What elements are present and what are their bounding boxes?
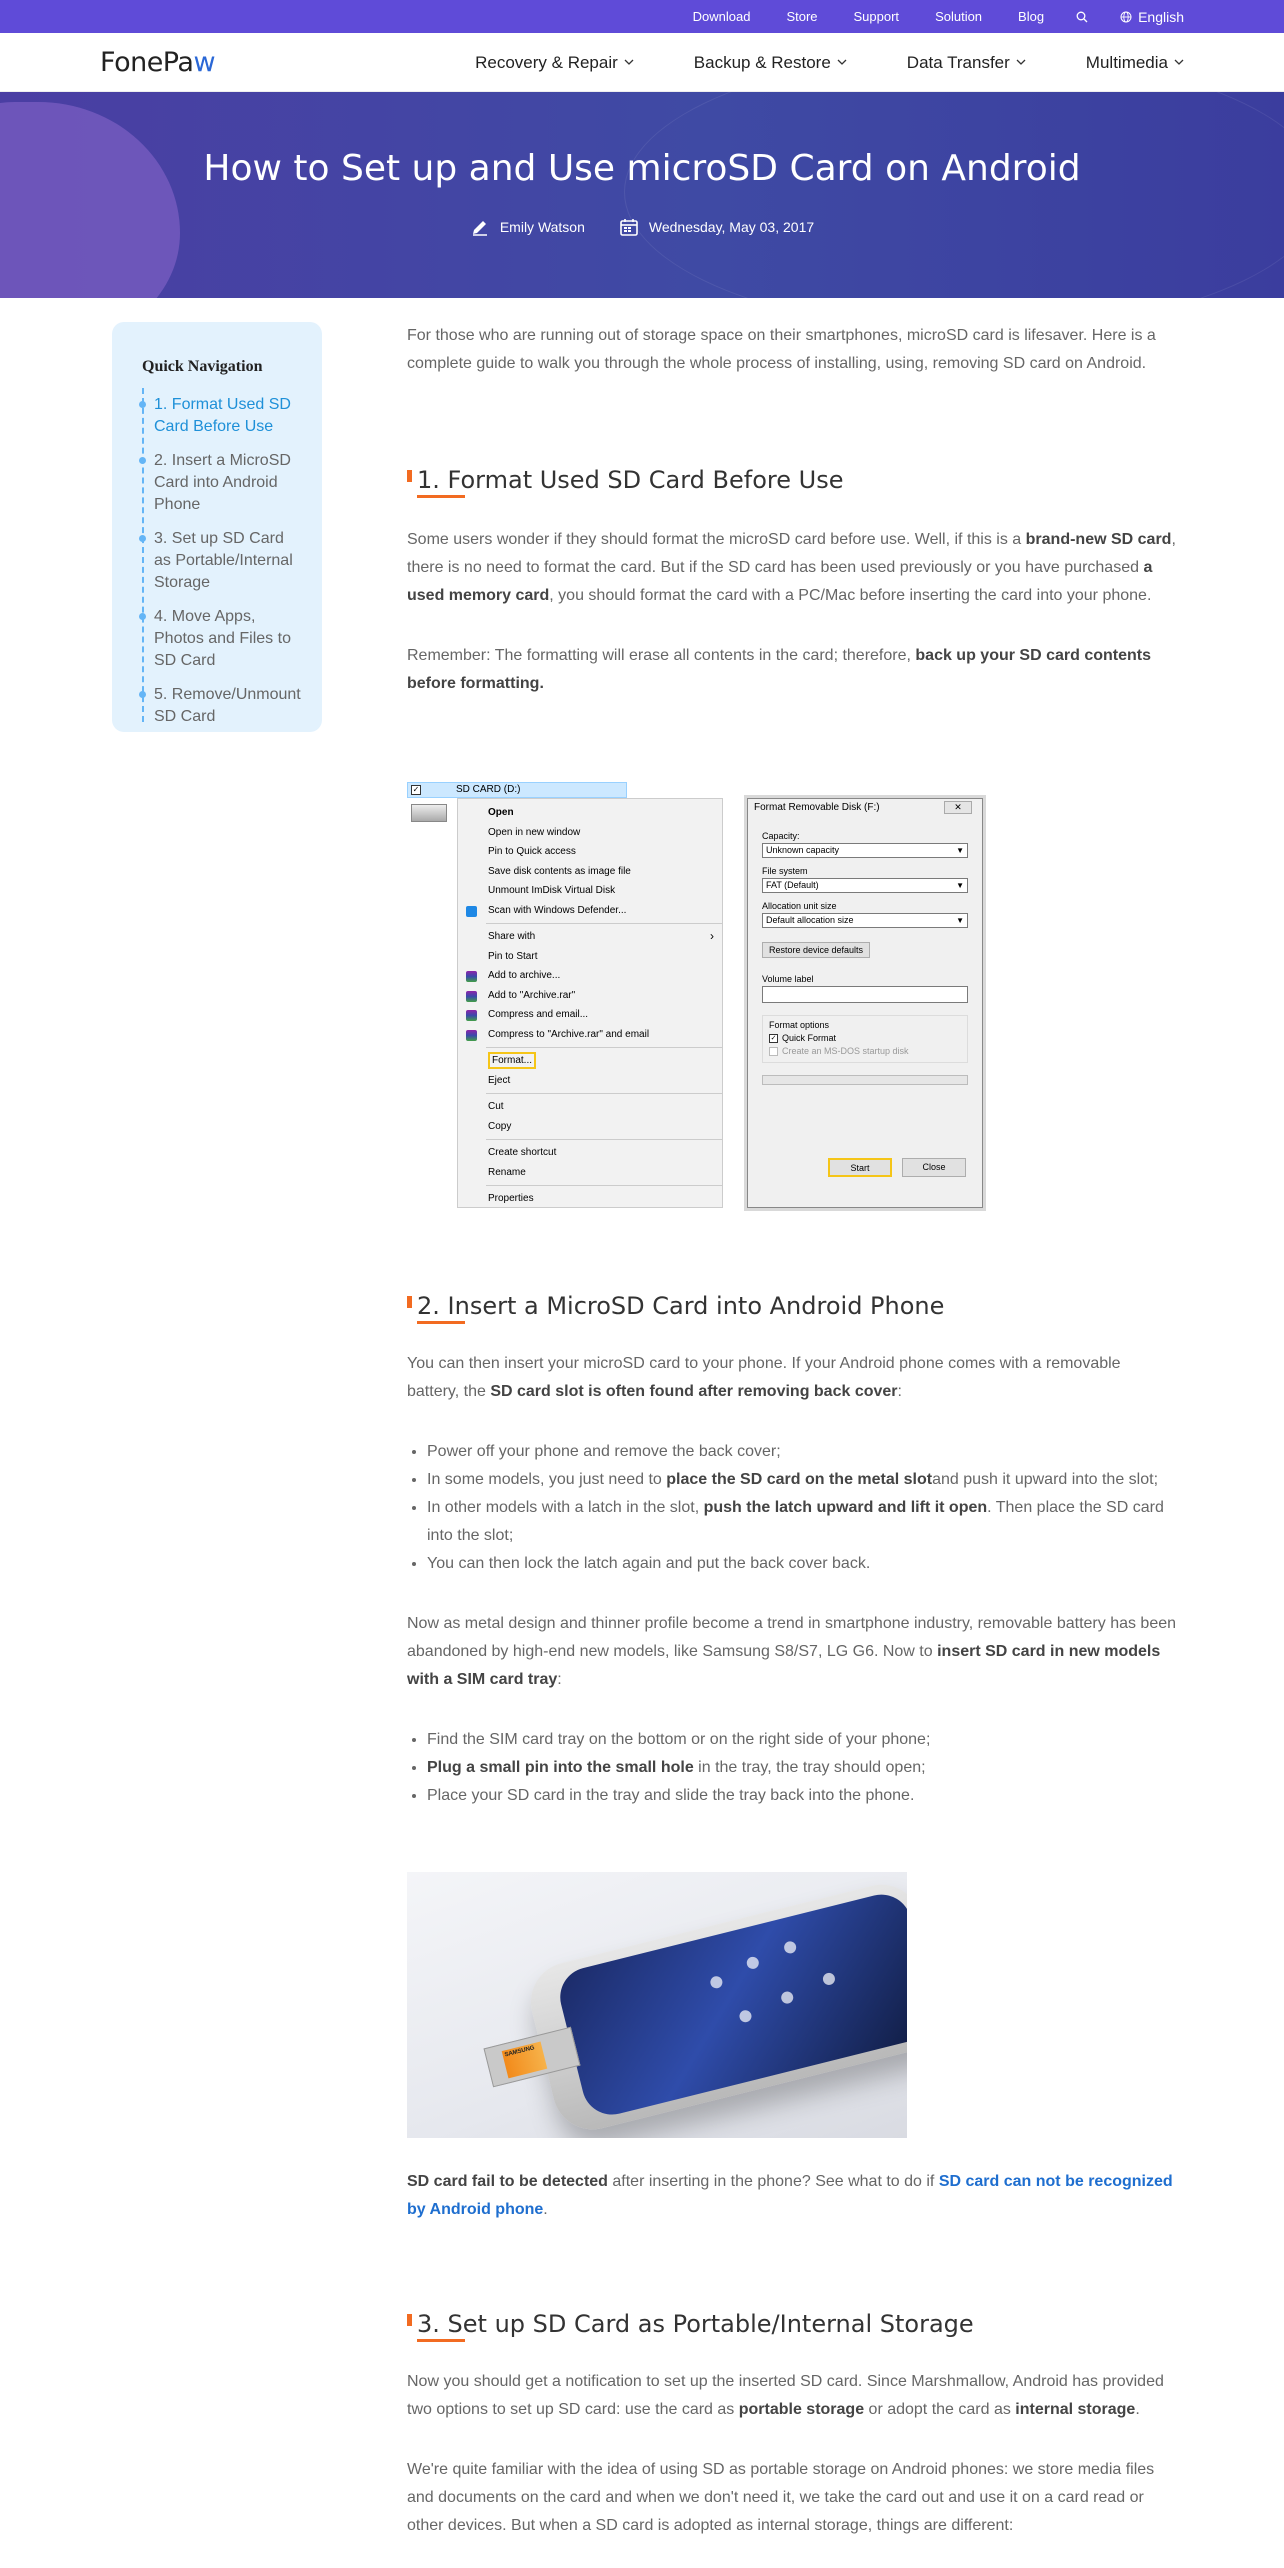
- top-link-solution[interactable]: Solution: [935, 9, 983, 24]
- top-link-download[interactable]: Download: [692, 9, 751, 24]
- menu-item[interactable]: Open in new window: [488, 826, 581, 838]
- close-icon[interactable]: ✕: [944, 801, 972, 814]
- quick-nav-item-2[interactable]: [154, 450, 304, 516]
- list-item: • You can then lock the latch again and put the back cover back.: [427, 1550, 1177, 1578]
- dropdown-arrow-icon: ▼: [956, 881, 964, 890]
- top-link-blog[interactable]: Blog: [1018, 9, 1045, 24]
- heading-text: 3. Set up SD Card as Portable/Internal Storage: [417, 2310, 974, 2338]
- nav-label: Data Transfer: [906, 52, 1010, 72]
- timeline-dot: [139, 613, 146, 620]
- section-3-heading: [407, 2310, 1177, 2338]
- calendar-icon: [619, 217, 639, 237]
- detection-note: SD card fail to be detected after inserting in the phone? See what to do if SD card can not be recognized by Android phone.: [407, 2173, 1173, 2218]
- close-button[interactable]: Close: [902, 1158, 966, 1177]
- allocation-select[interactable]: Default allocation size ▼: [762, 913, 968, 928]
- phone-sd-card-photo: [407, 1872, 907, 2138]
- section-3-paragraph-2: We're quite familiar with the idea of using SD as portable storage on Android phones: we store media files and documents on the card and when we don't need it, we take the card out and use it on a card read or other devices. But when a SD card is adopted as internal storage, things are different:: [407, 2461, 1155, 2534]
- heading-marker: [407, 1296, 412, 1308]
- chevron-down-icon: [1174, 59, 1184, 66]
- winrar-icon: [466, 1010, 477, 1021]
- quick-navigation-title: Quick Navigation: [142, 358, 263, 375]
- menu-item[interactable]: Save disk contents as image file: [488, 865, 631, 877]
- format-options-group: [762, 1015, 968, 1063]
- winrar-icon: [466, 1030, 477, 1041]
- checkbox-icon: ✓: [412, 785, 420, 794]
- list-item: • Power off your phone and remove the back cover;: [427, 1438, 1177, 1466]
- menu-item[interactable]: Pin to Start: [488, 950, 538, 962]
- quick-format-checkbox[interactable]: ✓ Quick Format: [770, 1033, 837, 1043]
- file-system-label: File system: [762, 866, 808, 876]
- top-link-store[interactable]: Store: [786, 9, 818, 24]
- format-dialog: [747, 798, 983, 1208]
- capacity-label: Capacity:: [762, 831, 800, 841]
- winrar-icon: [466, 971, 477, 982]
- menu-item[interactable]: Unmount ImDisk Virtual Disk: [488, 885, 616, 896]
- section-3-paragraph-1: Now you should get a notification to set up the inserted SD card. Since Marshmallow, Android has provided two options to set up SD card: use the card as portable storage or adopt the card as internal storage.: [407, 2373, 1164, 2418]
- volume-label-input[interactable]: [762, 986, 968, 1003]
- logo-text: FonePa: [100, 47, 194, 78]
- quick-nav-label: 5. Remove/Unmount SD Card: [154, 686, 301, 725]
- chevron-right-icon: ›: [710, 929, 714, 943]
- nav-label: Backup & Restore: [693, 52, 831, 72]
- list-item: • In other models with a latch in the slot, push the latch upward and lift it open. Then place the SD card into the slot;: [427, 1494, 1177, 1550]
- pen-icon: [470, 217, 490, 237]
- list-item: • Find the SIM card tray on the bottom or on the right side of your phone;: [427, 1726, 1177, 1754]
- chevron-down-icon: [837, 59, 847, 66]
- heading-underline: [417, 2339, 465, 2342]
- section-1-paragraph-2: Remember: The formatting will erase all contents in the card; therefore, back up your SD card contents before formatting.: [407, 647, 1151, 692]
- section-2-heading: [407, 1292, 1177, 1320]
- capacity-select[interactable]: Unknown capacity ▼: [762, 843, 968, 858]
- nav-backup-restore[interactable]: [634, 53, 847, 73]
- nav-data-transfer[interactable]: [847, 53, 1026, 73]
- quick-nav-label: 2. Insert a MicroSD Card into Android Phone: [154, 452, 291, 513]
- hero-decoration: [0, 102, 180, 298]
- section-2-paragraph-2: Now as metal design and thinner profile become a trend in smartphone industry, removable battery has been abandoned by high-end new models, like Samsung S8/S7, LG G6. Now to insert SD card in new models with a SIM card tray:: [407, 1615, 1177, 1688]
- file-system-select[interactable]: FAT (Default) ▼: [762, 878, 968, 893]
- section-2-paragraph-1: You can then insert your microSD card to your phone. If your Android phone comes with a removable battery, the SD card slot is often found after removing back cover:: [407, 1355, 1121, 1400]
- search-icon[interactable]: [1062, 11, 1102, 23]
- menu-item[interactable]: Compress and email...: [458, 1005, 722, 1025]
- quick-nav-label: 4. Move Apps, Photos and Files to SD Card: [154, 608, 291, 669]
- heading-text: 1. Format Used SD Card Before Use: [417, 466, 844, 494]
- heading-text: 2. Insert a MicroSD Card into Android Phone: [417, 1292, 945, 1320]
- section-1-heading: [407, 466, 1177, 494]
- nav-label: Recovery & Repair: [475, 52, 618, 72]
- winrar-icon: [466, 991, 477, 1002]
- quick-navigation: [112, 322, 322, 732]
- list-item: • Place your SD card in the tray and slide the tray back into the phone.: [427, 1782, 1177, 1810]
- removable-battery-steps: [407, 1438, 1177, 1578]
- menu-item-properties[interactable]: Properties: [488, 1193, 534, 1204]
- sim-tray-steps: [407, 1726, 1177, 1810]
- main-nav: [0, 33, 1284, 92]
- heading-marker: [407, 2314, 412, 2326]
- heading-underline: [417, 495, 465, 498]
- menu-item[interactable]: Rename: [488, 1166, 526, 1178]
- nav-recovery-repair[interactable]: [415, 53, 634, 73]
- quick-nav-item-4[interactable]: [154, 606, 304, 672]
- chevron-down-icon: [624, 59, 634, 66]
- menu-item[interactable]: Add to archive...: [458, 966, 722, 986]
- context-menu: [457, 798, 723, 1208]
- language-selector[interactable]: [1102, 9, 1184, 25]
- timeline-dot: [139, 401, 146, 408]
- quick-nav-item-1[interactable]: [154, 394, 304, 438]
- language-label: English: [1138, 8, 1184, 25]
- phone-image: [522, 1876, 907, 2138]
- heading-marker: [407, 470, 412, 482]
- dialog-title: Format Removable Disk (F:): [754, 802, 880, 813]
- dropdown-arrow-icon: ▼: [956, 916, 964, 925]
- restore-defaults-button[interactable]: Restore device defaults: [762, 942, 870, 958]
- fonepaw-logo[interactable]: [100, 47, 215, 78]
- menu-item-open[interactable]: Open: [488, 807, 514, 818]
- article-content: [407, 322, 1177, 2534]
- menu-item-format[interactable]: Format...: [458, 1051, 722, 1071]
- globe-icon: [1120, 11, 1132, 23]
- defender-icon: [466, 906, 477, 917]
- nav-label: Multimedia: [1085, 52, 1168, 72]
- sd-card: [502, 2041, 548, 2078]
- progress-bar: [762, 1075, 968, 1085]
- menu-item[interactable]: Pin to Quick access: [488, 846, 576, 857]
- top-bar: [0, 0, 1284, 33]
- drive-header: ✓ SD CARD (D:): [407, 782, 627, 798]
- menu-item-copy[interactable]: Copy: [488, 1120, 512, 1132]
- intro-paragraph: For those who are running out of storage space on their smartphones, microSD card is lifesaver. Here is a complete guide to walk you through the whole process of installing, using, removing SD card on Android.: [407, 327, 1156, 372]
- list-item: • Plug a small pin into the small hole in the tray, the tray should open;: [427, 1754, 1177, 1782]
- menu-item[interactable]: Create shortcut: [488, 1147, 557, 1158]
- quick-nav-item-3[interactable]: [154, 528, 304, 594]
- drive-icon: [411, 804, 447, 822]
- menu-item-share[interactable]: Share with ›: [458, 927, 722, 947]
- quick-nav-label: 3. Set up SD Card as Portable/Internal Storage: [154, 530, 293, 591]
- top-link-support[interactable]: Support: [853, 9, 900, 24]
- quick-nav-item-5[interactable]: [154, 684, 304, 728]
- menu-item[interactable]: Add to "Archive.rar": [458, 986, 722, 1006]
- menu-item-cut[interactable]: Cut: [488, 1101, 504, 1112]
- timeline-dot: [139, 535, 146, 542]
- page-title: How to Set up and Use microSD Card on Android: [203, 148, 1081, 189]
- volume-label-label: Volume label: [762, 974, 814, 984]
- article-hero: [0, 92, 1284, 298]
- nav-multimedia[interactable]: [1026, 53, 1184, 73]
- menu-item-eject[interactable]: Eject: [488, 1074, 511, 1086]
- heading-underline: [417, 1321, 465, 1324]
- article-meta: [0, 217, 1284, 237]
- dropdown-arrow-icon: ▼: [956, 846, 964, 855]
- timeline-dot: [139, 691, 146, 698]
- menu-item[interactable]: Compress to "Archive.rar" and email: [458, 1025, 722, 1045]
- author-name[interactable]: Emily Watson: [499, 219, 585, 235]
- quick-nav-label: 1. Format Used SD Card Before Use: [154, 396, 291, 435]
- msdos-checkbox: Create an MS-DOS startup disk: [769, 1046, 961, 1056]
- menu-item-scan[interactable]: Scan with Windows Defender...: [458, 901, 722, 921]
- start-button[interactable]: Start: [828, 1158, 892, 1177]
- allocation-label: Allocation unit size: [762, 901, 837, 911]
- format-options-label: Format options: [769, 1020, 830, 1030]
- sd-card-brand: SAMSUNG: [504, 2045, 536, 2059]
- hero-wave: [624, 92, 1284, 298]
- format-screenshot: [407, 782, 723, 1208]
- chevron-down-icon: [1016, 59, 1026, 66]
- sd-card-not-recognized-link[interactable]: SD card can not be recognized by Android phone: [407, 2173, 1173, 2218]
- list-item: • In some models, you just need to place the SD card on the metal slotand push it upward into the slot;: [427, 1466, 1177, 1494]
- top-links: [675, 0, 1184, 33]
- timeline-dot: [139, 457, 146, 464]
- publish-date: Wednesday, May 03, 2017: [648, 219, 815, 235]
- quick-nav-timeline: [142, 388, 144, 722]
- logo-accent: w: [193, 47, 216, 78]
- section-1-paragraph-1: Some users wonder if they should format the microSD card before use. Well, if this is a brand-new SD card, there is no need to format the card. But if the SD card has been used previously or you have purchased a used memory card, you should format the card with a PC/Mac before inserting the card into your phone.: [407, 531, 1176, 604]
